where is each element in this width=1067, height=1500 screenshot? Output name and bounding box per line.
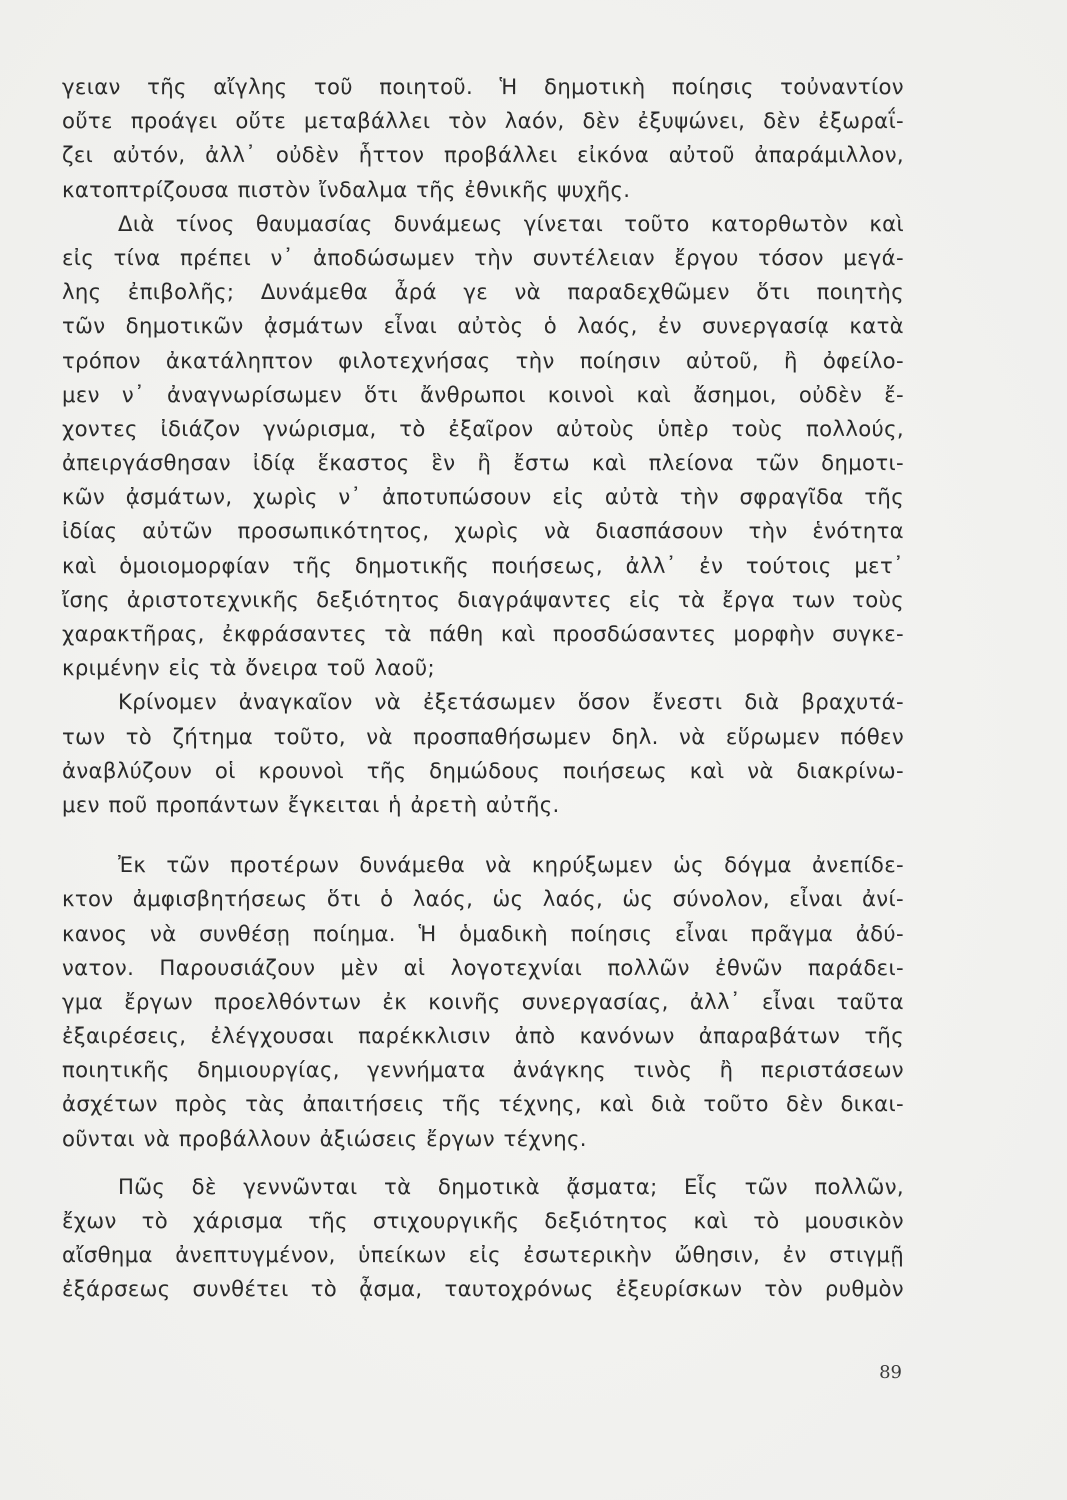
text-line: μεν ν᾽ ἀναγνωρίσωμεν ὅτι ἄνθρωποι κοινοὶ καὶ ἄσημοι, οὐδὲν ἔ- — [62, 381, 904, 407]
text-line: ἰδίας αὐτῶν προσωπικότητος, χωρὶς νὰ διασπάσουν τὴν ἑνότητα — [62, 518, 904, 544]
text-line: Κρίνομεν ἀναγκαῖον νὰ ἐξετάσωμεν ὅσον ἔνεστι διὰ βραχυτά- — [118, 689, 904, 715]
text-line: τῶν δημοτικῶν ᾀσμάτων εἶναι αὐτὸς ὁ λαός, ἐν συνεργασίᾳ κατὰ — [62, 313, 904, 339]
text-line: ἴσης ἀριστοτεχνικῆς δεξιότητος διαγράψαντες εἰς τὰ ἔργα των τοὺς — [62, 586, 904, 612]
text-line: τρόπον ἀκατάληπτον φιλοτεχνήσας τὴν ποίησιν αὐτοῦ, ἢ ὀφείλο- — [62, 347, 904, 373]
text-line: ἀπειργάσθησαν ἰδίᾳ ἕκαστος ἓν ἢ ἔστω καὶ πλείονα τῶν δημοτι- — [62, 450, 904, 476]
text-line: ἀσχέτων πρὸς τὰς ἀπαιτήσεις τῆς τέχνης, καὶ διὰ τοῦτο δὲν δικαι- — [62, 1091, 904, 1117]
text-line: ἔχων τὸ χάρισμα τῆς στιχουργικῆς δεξιότητος καὶ τὸ μουσικὸν — [62, 1208, 904, 1233]
section-gap — [62, 1156, 904, 1170]
text-line: κῶν ᾀσμάτων, χωρὶς ν᾽ ἀποτυπώσουν εἰς αὐτὰ τὴν σφραγῖδα τῆς — [62, 484, 904, 510]
text-line: μεν ποῦ προπάντων ἔγκειται ἡ ἀρετὴ αὐτῆς. — [62, 791, 560, 817]
page-number: 89 — [879, 1362, 902, 1383]
text-line: κανος νὰ συνθέσῃ ποίημα. Ἡ ὁμαδικὴ ποίησις εἶναι πρᾶγμα ἀδύ- — [62, 920, 904, 946]
text-line: ζει αὐτόν, ἀλλ᾽ οὐδὲν ἧττον προβάλλει εἰκόνα αὐτοῦ ἀπαράμιλλον, — [62, 142, 904, 168]
text-line: νατον. Παρουσιάζουν μὲν αἱ λογοτεχνίαι πολλῶν ἐθνῶν παράδει- — [62, 954, 904, 980]
text-line: καὶ ὁμοιομορφίαν τῆς δημοτικῆς ποιήσεως, ἀλλ᾽ ἐν τούτοις μετ᾽ — [62, 552, 904, 578]
text-line: χαρακτῆρας, ἐκφράσαντες τὰ πάθη καὶ προσδώσαντες μορφὴν συγκε- — [62, 621, 904, 646]
text-line: των τὸ ζήτημα τοῦτο, νὰ προσπαθήσωμεν δηλ. νὰ εὕρωμεν πόθεν — [62, 723, 904, 749]
text-line: ἐξάρσεως συνθέτει τὸ ᾆσμα, ταυτοχρόνως ἐξευρίσκων τὸν ρυθμὸν — [62, 1276, 904, 1302]
text-line: ἀναβλύζουν οἱ κρουνοὶ τῆς δημώδους ποιήσεως καὶ νὰ διακρίνω- — [62, 757, 904, 783]
text-line: οῦνται νὰ προβάλλουν ἀξιώσεις ἔργων τέχνης. — [62, 1125, 587, 1151]
text-line: εἰς τίνα πρέπει ν᾽ ἀποδώσωμεν τὴν συντέλειαν ἔργου τόσον μεγά- — [62, 244, 904, 270]
body-text — [62, 70, 904, 1307]
text-line: κτον ἀμφισβητήσεως ὅτι ὁ λαός, ὡς λαός, ὡς σύνολον, εἶναι ἀνί- — [62, 886, 904, 912]
text-line: χοντες ἰδιάζον γνώρισμα, τὸ ἐξαῖρον αὐτοὺς ὑπὲρ τοὺς πολλούς, — [62, 415, 904, 441]
text-line: γμα ἔργων προελθόντων ἐκ κοινῆς συνεργασίας, ἀλλ᾽ εἶναι ταῦτα — [62, 988, 904, 1014]
text-line: Ἐκ τῶν προτέρων δυνάμεθα νὰ κηρύξωμεν ὡς δόγμα ἀνεπίδε- — [118, 852, 904, 878]
text-line: Πῶς δὲ γεννῶνται τὰ δημοτικὰ ᾄσματα; Εἷς τῶν πολλῶν, — [118, 1173, 904, 1199]
text-line: λης ἐπιβολῆς; Δυνάμεθα ἆρά γε νὰ παραδεχθῶμεν ὅτι ποιητὴς — [62, 279, 904, 305]
text-line: γειαν τῆς αἴγλης τοῦ ποιητοῦ. Ἡ δημοτικὴ ποίησις τοὐναντίον — [62, 74, 904, 99]
text-line: αἴσθημα ἀνεπτυγμένον, ὑπείκων εἰς ἐσωτερικὴν ὤθησιν, ἐν στιγμῇ — [62, 1242, 904, 1268]
text-line: ἐξαιρέσεις, ἐλέγχουσαι παρέκκλισιν ἀπὸ κανόνων ἀπαραβάτων τῆς — [62, 1023, 904, 1049]
text-line: οὔτε προάγει οὔτε μεταβάλλει τὸν λαόν, δὲν ἐξυψώνει, δὲν ἐξωραΐ- — [62, 108, 904, 134]
text-line: κατοπτρίζουσα πιστὸν ἴνδαλμα τῆς ἐθνικῆς ψυχῆς. — [62, 176, 631, 202]
text-line: ποιητικῆς δημιουργίας, γεννήματα ἀνάγκης τινὸς ἢ περιστάσεων — [62, 1057, 904, 1083]
section-gap — [62, 822, 904, 848]
text-line: Διὰ τίνος θαυμασίας δυνάμεως γίνεται τοῦτο κατορθωτὸν καὶ — [118, 210, 904, 236]
text-line: κριμένην εἰς τὰ ὄνειρα τοῦ λαοῦ; — [62, 655, 435, 681]
